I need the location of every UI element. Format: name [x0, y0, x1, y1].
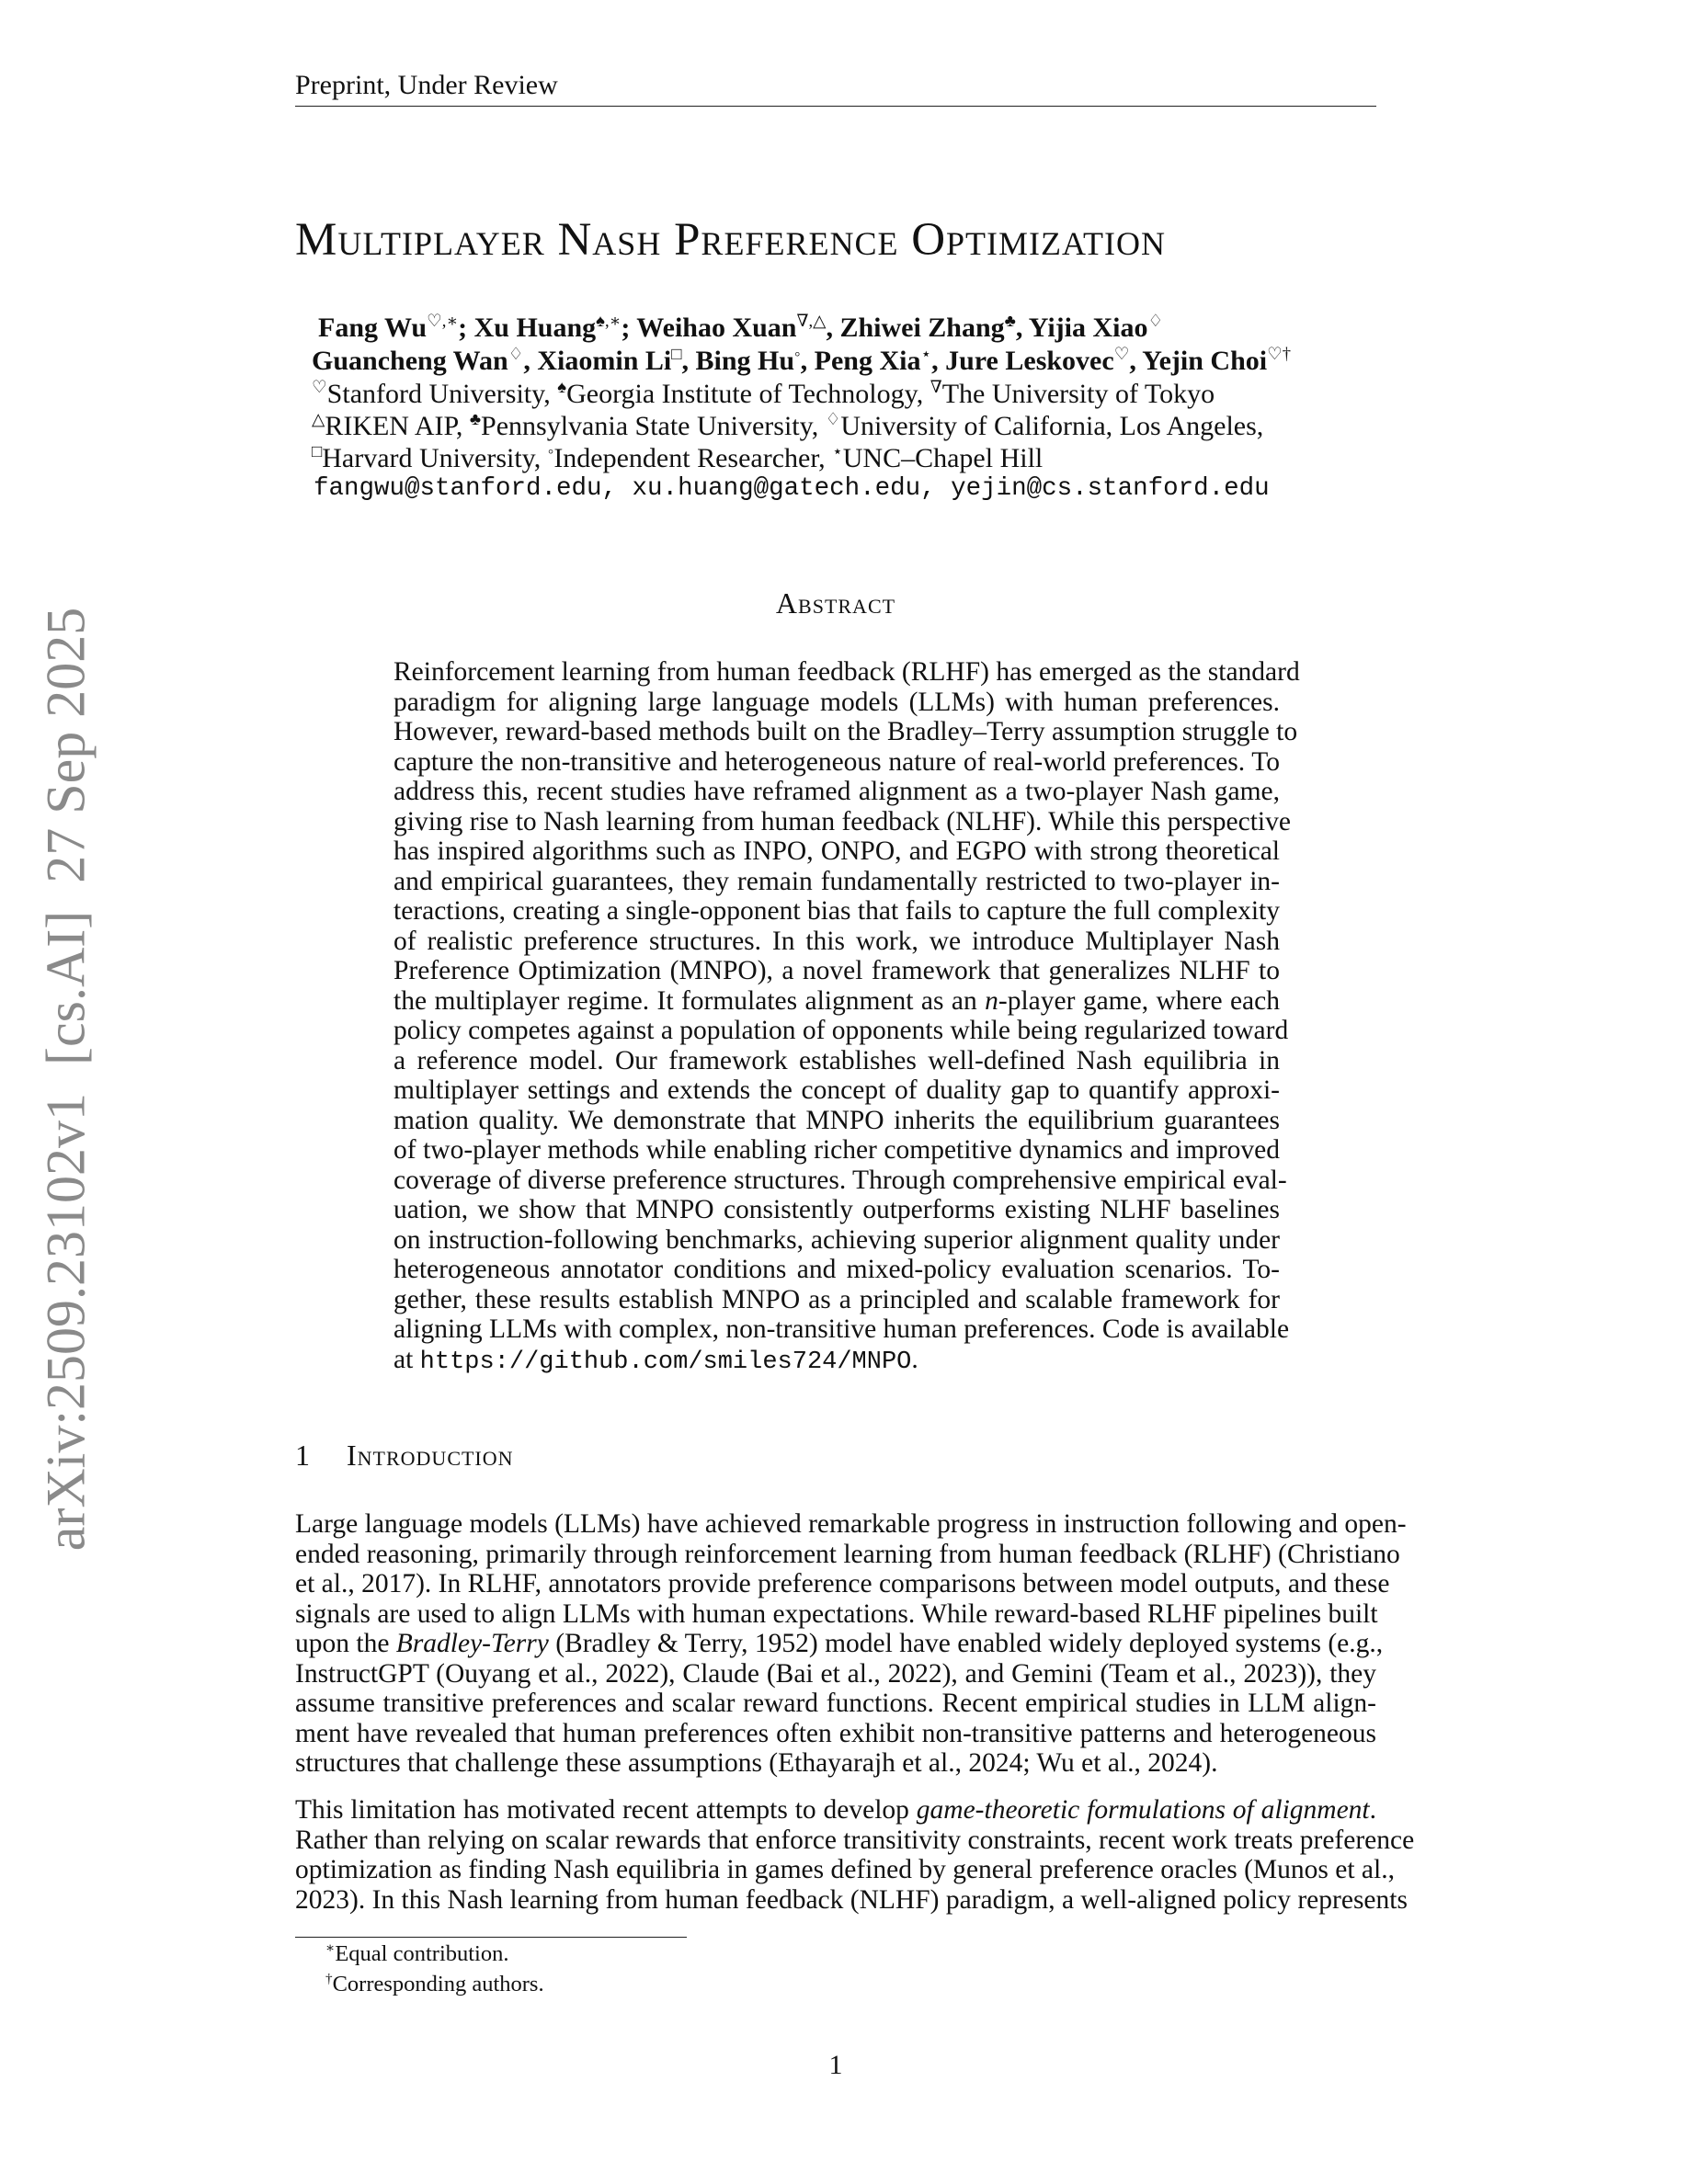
text-line: [393, 896, 1280, 927]
text-run: multiplayer settings and extends the concept of duality gap to quantify approxi-: [393, 1075, 1280, 1105]
affiliation-mark: □: [312, 441, 323, 461]
text-run: This limitation has motivated recent attempts to develop: [295, 1795, 917, 1825]
author-affiliation-mark: ♣: [1004, 311, 1016, 331]
author-name: Zhiwei Zhang: [839, 313, 1005, 343]
text-run: .: [1369, 1795, 1376, 1825]
text-line: [393, 657, 1300, 688]
text-line: [295, 1855, 1395, 1885]
emphasis: Bradley-Terry: [395, 1629, 549, 1658]
footnote-mark: ∗: [325, 1939, 336, 1956]
author-affiliation-mark: ♠,∗: [596, 311, 622, 331]
text-run: ment have revealed that human preferences often exhibit non-transitive patterns and heterogeneous: [295, 1718, 1376, 1748]
text-run: mation quality. We demonstrate that MNPO inherits the equilibrium guarantees: [393, 1105, 1280, 1135]
author-line-1: [318, 313, 1163, 344]
text-line: [393, 777, 1280, 807]
intro-paragraph-1: [295, 1509, 1407, 1779]
author-affiliation-mark: ♡,∗: [427, 311, 459, 331]
text-run: address this, recent studies have reframed alignment as a two-player Nash game,: [393, 777, 1280, 806]
author-separator: ,: [931, 346, 946, 376]
affiliation-line-2: [312, 411, 1263, 442]
abstract-body: [393, 657, 1300, 1376]
text-run: Large language models (LLMs) have achieved remarkable progress in instruction following and open-: [295, 1509, 1407, 1539]
affiliation-line-3: [312, 443, 1043, 474]
text-line: [393, 688, 1280, 718]
text-run: Rather than relying on scalar rewards that enforce transitivity constraints, recent work treats preference: [295, 1825, 1415, 1855]
affiliation-name: UNC–Chapel Hill: [842, 443, 1044, 473]
text-run: coverage of diverse preference structures. Through comprehensive empirical eval-: [393, 1165, 1287, 1195]
text-line: [393, 806, 1291, 837]
code-link[interactable]: https://github.com/smiles724/MNPO: [419, 1348, 912, 1376]
text-run: signals are used to align LLMs with human expectations. While reward-based RLHF pipelines built: [295, 1598, 1378, 1629]
arxiv-stamp[interactable]: arXiv:2509.23102v1 [cs.AI] 27 Sep 2025: [35, 607, 97, 1552]
author-separator: ,: [681, 346, 696, 376]
paper-title: Multiplayer Nash Preference Optimization: [295, 214, 1166, 266]
affiliation-mark: ∇: [930, 377, 942, 397]
text-line: [393, 1195, 1280, 1225]
author-affiliation-mark: ◦: [794, 344, 801, 364]
text-run: .: [911, 1344, 918, 1374]
author-name: Fang Wu: [318, 313, 428, 343]
text-line: [393, 1314, 1290, 1345]
text-line: [393, 986, 1280, 1017]
text-run: capture the non-transitive and heterogeneous nature of real-world preferences. To: [393, 746, 1280, 777]
author-name: Peng Xia: [814, 346, 921, 376]
text-line: [393, 1106, 1280, 1136]
abstract-heading: Abstract: [775, 586, 896, 620]
author-name: Yejin Choi: [1142, 346, 1268, 376]
text-line: [393, 747, 1280, 778]
author-separator: ,: [1129, 346, 1143, 376]
text-line: [393, 1075, 1280, 1106]
text-run: giving rise to Nash learning from human feedback (NLHF). While this perspective: [393, 806, 1291, 836]
text-run: assume transitive preferences and scalar reward functions. Recent empirical studies in LLM align-: [295, 1689, 1376, 1718]
text-line: [295, 1509, 1407, 1540]
text-run: of two-player methods while enabling richer competitive dynamics and improved: [393, 1135, 1280, 1165]
footnote-mark: †: [325, 1970, 333, 1986]
text-run: teractions, creating a single-opponent bias that fails to capture the full complexity: [393, 896, 1280, 926]
affiliation-name: Georgia Institute of Technology,: [566, 379, 930, 409]
page-number: 1: [828, 2050, 843, 2080]
section-number: 1: [295, 1439, 310, 1472]
author-line-2: [312, 346, 1291, 377]
affiliation-name: RIKEN AIP,: [325, 411, 470, 441]
text-run: the multiplayer regime. It formulates alignment as an: [393, 985, 986, 1016]
text-line: [295, 1748, 1376, 1779]
text-line: [393, 927, 1280, 957]
text-run: ended reasoning, primarily through reinforcement learning from human feedback (RLHF) (Christiano: [295, 1539, 1400, 1569]
author-name: Jure Leskovec: [945, 346, 1114, 376]
text-run: a reference model. Our framework establishes well-defined Nash equilibria in: [393, 1045, 1280, 1075]
text-line: [393, 956, 1280, 986]
affiliation-name: Independent Researcher,: [553, 443, 833, 473]
text-line: [393, 1345, 1280, 1375]
author-affiliation-mark: ♡: [1113, 344, 1130, 364]
author-emails[interactable]: fangwu@stanford.edu, xu.huang@gatech.edu, yejin@cs.stanford.edu: [314, 474, 1270, 503]
text-run: structures that challenge these assumptions (Ethayarajh et al., 2024; Wu et al., 2024).: [295, 1748, 1218, 1778]
affiliation-mark: ♢: [825, 409, 841, 429]
text-line: [295, 1825, 1415, 1856]
text-line: [295, 1719, 1376, 1749]
text-run: aligning LLMs with complex, non-transitive human preferences. Code is available: [393, 1314, 1290, 1344]
text-run: Reinforcement learning from human feedback (RLHF) has emerged as the standard: [393, 657, 1300, 687]
affiliation-mark: ◦: [547, 441, 554, 461]
section-title: Introduction: [347, 1439, 514, 1472]
text-line: [295, 1795, 1376, 1826]
author-name: Yijia Xiao: [1028, 313, 1148, 343]
text-line: [393, 1135, 1280, 1166]
text-run: However, reward-based methods built on the Bradley–Terry assumption struggle to: [393, 717, 1298, 746]
text-line: [295, 1569, 1390, 1599]
text-run: uation, we show that MNPO consistently outperforms existing NLHF baselines: [393, 1195, 1280, 1224]
emphasis: game-theoretic formulations of alignment: [916, 1795, 1370, 1825]
author-affiliation-mark: ♡†: [1267, 344, 1292, 364]
text-line: [295, 1599, 1376, 1630]
affiliation-mark: ♠: [557, 377, 567, 397]
affiliation-mark: ♣: [469, 409, 482, 429]
section-heading-introduction: [295, 1439, 514, 1473]
affiliation-name: Pennsylvania State University,: [481, 411, 826, 441]
author-affiliation-mark: ∇,△: [796, 311, 827, 331]
author-name: Weihao Xuan: [636, 313, 797, 343]
text-line: [295, 1884, 1408, 1916]
footnote-text: Equal contribution.: [335, 1941, 509, 1966]
author-name: Xu Huang: [473, 313, 597, 343]
text-run: gether, these results establish MNPO as a principled and scalable framework for: [393, 1284, 1280, 1314]
text-run: upon the: [295, 1629, 396, 1658]
author-separator: ,: [800, 346, 815, 376]
footnote-corresponding: [325, 1972, 544, 1997]
text-run: heterogeneous annotator conditions and mixed-policy evaluation scenarios. To-: [393, 1255, 1280, 1284]
text-line: [295, 1689, 1376, 1719]
text-line: [295, 1659, 1376, 1689]
author-name: Bing Hu: [695, 346, 795, 376]
text-line: [393, 717, 1298, 747]
text-line: [393, 1285, 1280, 1315]
text-run: 2023). In this Nash learning from human feedback (NLHF) paradigm, a well-aligned policy represents: [295, 1884, 1408, 1915]
author-separator: ,: [826, 313, 840, 343]
text-line: [393, 867, 1280, 897]
author-affiliation-mark: ♢: [508, 344, 524, 364]
running-header: Preprint, Under Review: [295, 70, 558, 100]
text-line: [295, 1539, 1400, 1570]
author-name: Xiaomin Li: [537, 346, 672, 376]
text-run: on instruction-following benchmarks, achieving superior alignment quality under: [393, 1224, 1280, 1255]
affiliation-mark: ♡: [312, 377, 327, 397]
affiliation-name: The University of Tokyo: [941, 379, 1215, 409]
affiliation-name: University of California, Los Angeles,: [840, 411, 1264, 441]
text-run: (Bradley & Terry, 1952) model have enabled widely deployed systems (e.g.,: [548, 1629, 1384, 1658]
text-run: at: [393, 1344, 420, 1374]
author-separator: ;: [621, 313, 637, 343]
text-line: [393, 1046, 1280, 1076]
text-line: [393, 1225, 1280, 1256]
author-separator: ;: [458, 313, 474, 343]
text-run: InstructGPT (Ouyang et al., 2022), Claude (Bai et al., 2022), and Gemini (Team et al., 2023)), they: [295, 1658, 1376, 1689]
text-run: -player game, where each: [998, 985, 1280, 1016]
footnote-equal-contribution: [325, 1941, 509, 1967]
text-run: et al., 2017). In RLHF, annotators provide preference comparisons between model outputs, and these: [295, 1569, 1390, 1598]
footnote-rule: [295, 1937, 687, 1938]
author-separator: ,: [1015, 313, 1029, 343]
text-line: [393, 1255, 1280, 1285]
footnote-text: Corresponding authors.: [332, 1972, 544, 1996]
affiliation-mark: ⋆: [832, 441, 843, 461]
text-run: optimization as finding Nash equilibria in games defined by general preference oracles (Munos et al.,: [295, 1855, 1395, 1884]
text-run: policy competes against a population of opponents while being regularized toward: [393, 1016, 1289, 1045]
emphasis: n: [985, 985, 998, 1016]
text-run: Preference Optimization (MNPO), a novel framework that generalizes NLHF to: [393, 956, 1280, 985]
author-affiliation-mark: ⋆: [920, 344, 932, 364]
text-run: and empirical guarantees, they remain fundamentally restricted to two-player in-: [393, 866, 1280, 896]
text-line: [295, 1629, 1384, 1659]
affiliation-mark: △: [312, 409, 325, 429]
affiliation-name: Stanford University,: [326, 379, 558, 409]
header-rule: [295, 106, 1376, 107]
text-line: [393, 836, 1280, 867]
affiliation-line-1: [312, 379, 1215, 410]
author-name: Guancheng Wan: [312, 346, 508, 376]
author-affiliation-mark: ♢: [1147, 311, 1164, 331]
author-affiliation-mark: □: [671, 344, 682, 364]
text-line: [393, 1016, 1289, 1046]
text-run: paradigm for aligning large language models (LLMs) with human preferences.: [393, 687, 1280, 717]
author-separator: ,: [523, 346, 538, 376]
text-line: [393, 1165, 1287, 1196]
text-run: of realistic preference structures. In this work, we introduce Multiplayer Nash: [393, 926, 1280, 956]
affiliation-name: Harvard University,: [322, 443, 548, 473]
text-run: has inspired algorithms such as INPO, ONPO, and EGPO with strong theoretical: [393, 836, 1280, 866]
intro-paragraph-2: [295, 1795, 1415, 1915]
